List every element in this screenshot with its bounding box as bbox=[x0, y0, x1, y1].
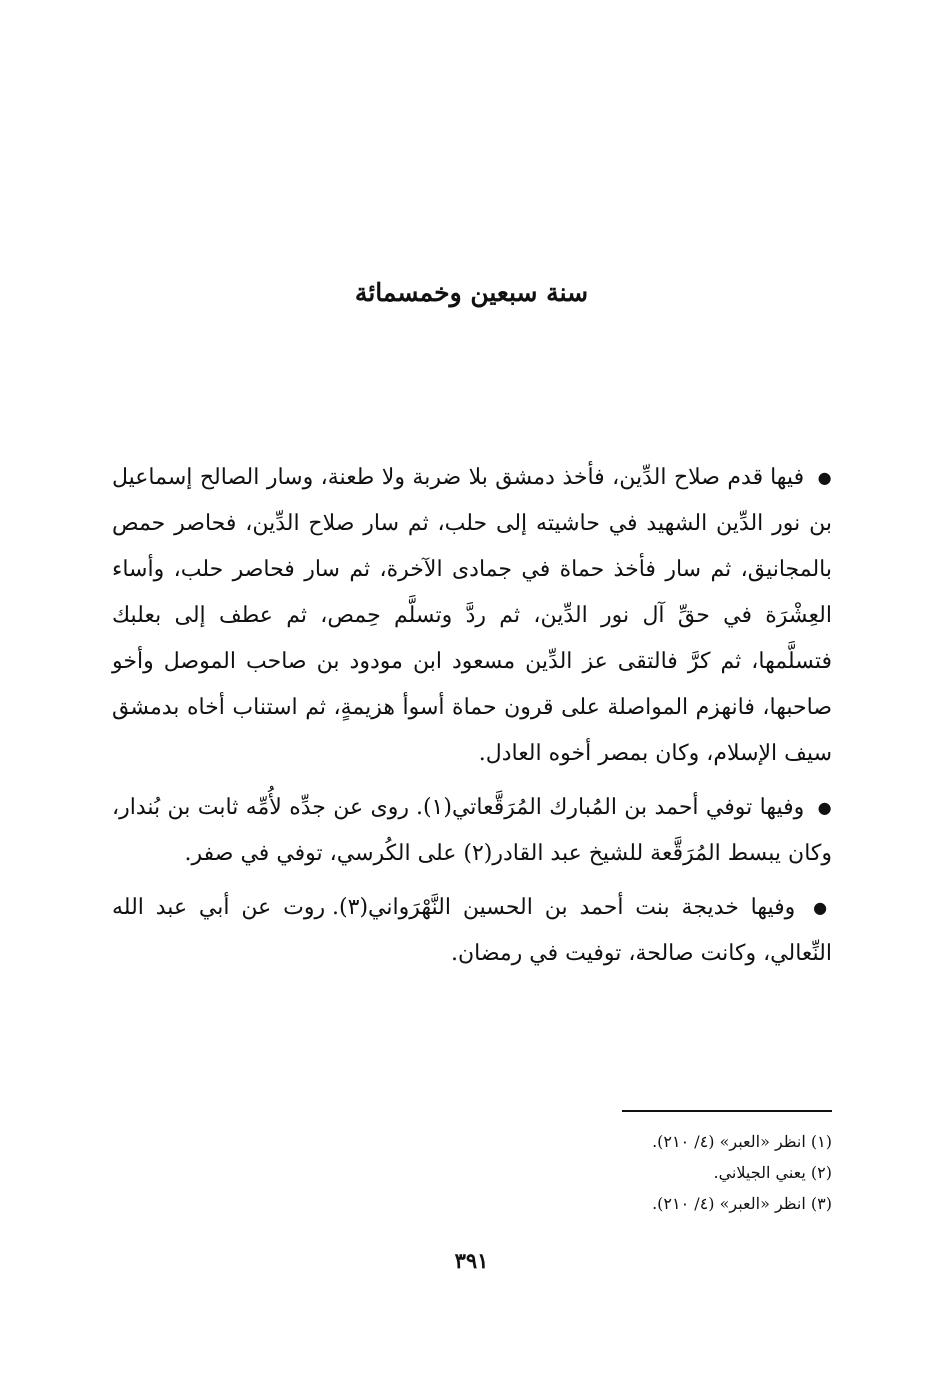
bullet-icon: ● bbox=[817, 798, 833, 817]
footnote: (١) انظر «العبر» (٤/ ٢١٠). bbox=[652, 1132, 832, 1151]
page-number: ٣٩١ bbox=[454, 1248, 489, 1273]
paragraph bbox=[112, 785, 832, 877]
main-text bbox=[112, 455, 832, 985]
bullet-icon: ● bbox=[813, 898, 833, 917]
paragraph bbox=[112, 455, 832, 777]
paragraph-text: وفيها توفي أحمد بن المُبارك المُرَقَّعاتي(١). روى عن جدِّه لأُمِّه ثابت بن بُندار، وكان يبسط المُرَقَّعة للشيخ عبد القادر(٢) على الكُرسي، توفي في صفر. bbox=[112, 795, 832, 866]
footnote: (٣) انظر «العبر» (٤/ ٢١٠). bbox=[652, 1194, 832, 1213]
page-title: سنة سبعين وخمسمائة bbox=[354, 278, 589, 307]
footnotes bbox=[500, 1126, 832, 1219]
footnote-divider bbox=[622, 1110, 832, 1112]
paragraph bbox=[112, 885, 832, 977]
footnote: (٢) يعني الجيلاني. bbox=[713, 1163, 832, 1182]
bullet-icon: ● bbox=[817, 468, 832, 487]
paragraph-text: فيها قدم صلاح الدِّين، فأخذ دمشق بلا ضربة ولا طعنة، وسار الصالح إسماعيل بن نور الدِّين الشهيد في حاشيته إلى حلب، ثم سار صلاح الدِّين، فحاصر حمص بالمجانيق، ثم سار فأخذ حماة في جمادى الآخرة، ثم سار فحاصر حلب، وأساء العِشْرَة في حقِّ آل نور الدِّين، ثم ردَّ وتسلَّم حِمص، ثم عطف إلى بعلبك فتسلَّمها، ثم كرَّ فالتقى عز الدِّين مسعود ابن مودود بن صاحب الموصل وأخو صاحبها، فانهزم المواصلة على قرون حماة أسوأ هزيمةٍ، ثم استناب أخاه بدمشق سيف الإسلام، وكان بمصر أخوه العادل. bbox=[112, 465, 832, 766]
paragraph-text: وفيها خديجة بنت أحمد بن الحسين النَّهْرَواني(٣). روت عن أبي عبد الله النِّعالي، وكانت صالحة، توفيت في رمضان. bbox=[112, 895, 832, 966]
